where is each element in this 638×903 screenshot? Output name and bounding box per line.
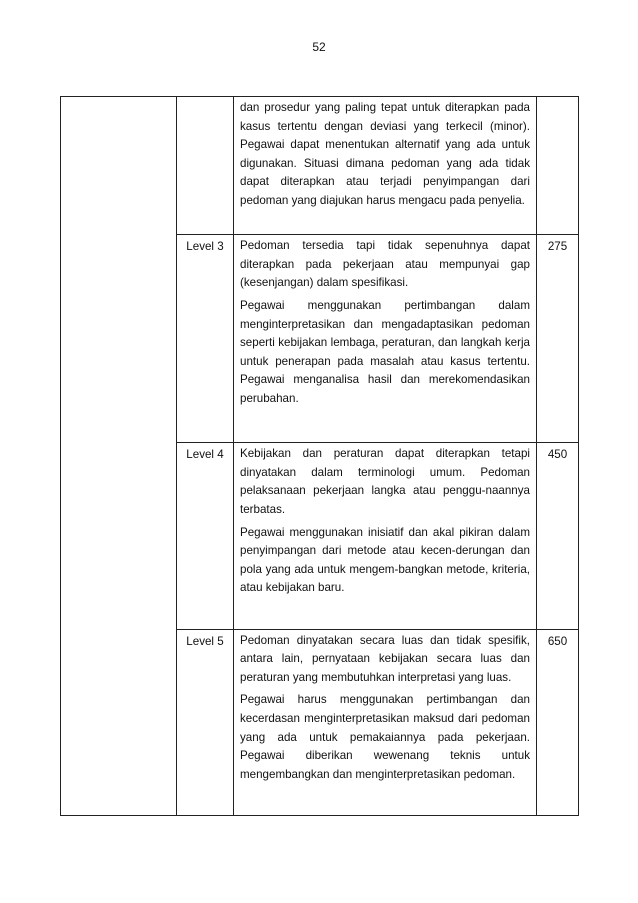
table-row: [61, 97, 579, 235]
factor-level-table: [60, 96, 579, 816]
description-cell: [234, 629, 537, 815]
description-cell: [234, 235, 537, 443]
description-cell: [234, 443, 537, 629]
description-paragraph: dan prosedur yang paling tepat untuk diterapkan pada kasus tertentu dengan deviasi yang terkecil (minor). Pegawai dapat menentukan alternatif yang ada untuk digunakan. Situasi dimana pedoman yang ada tidak dapat diterapkan atau terjadi penyimpangan dari pedoman yang diajukan harus mengacu pada penyelia.: [240, 101, 530, 207]
factor-cell: [61, 97, 177, 816]
description-paragraph: Pegawai harus menggunakan pertimbangan dan kecerdasan menginterpretasikan maksud dari pedoman yang ada untuk pemakaiannya pada pekerjaan. Pegawai diberikan wewenang teknis untuk mengembangkan dan menginterpretasikan pedoman.: [240, 693, 530, 781]
description-paragraph: Kebijakan dan peraturan dapat diterapkan tetapi dinyatakan dalam terminologi umum. Pedoman pelaksanaan pekerjaan langka atau penggu-naannya terbatas.: [240, 447, 530, 517]
description-paragraph: Pedoman dinyatakan secara luas dan tidak spesifik, antara lain, pernyataan kebijakan secara luas dan peraturan yang membutuhkan interpretasi yang luas.: [240, 633, 530, 684]
description-cell: [234, 97, 537, 235]
description-paragraph: Pegawai menggunakan inisiatif dan akal pikiran dalam penyimpangan dari metode atau kecen-derungan dan pola yang ada untuk mengem-bangkan metode, kriteria, atau kebijakan baru.: [240, 525, 530, 595]
level-cell: Level 5: [177, 629, 234, 815]
score-cell: 650: [537, 629, 579, 815]
description-paragraph: Pedoman tersedia tapi tidak sepenuhnya dapat diterapkan pada pekerjaan atau mempunyai gap (kesenjangan) dalam spesifikasi.: [240, 239, 530, 290]
level-cell: Level 3: [177, 235, 234, 443]
level-cell: [177, 97, 234, 235]
level-cell: Level 4: [177, 443, 234, 629]
score-cell: 450: [537, 443, 579, 629]
score-cell: [537, 97, 579, 235]
score-cell: 275: [537, 235, 579, 443]
description-paragraph: Pegawai menggunakan pertimbangan dalam menginterpretasikan dan mengadaptasikan pedoman seperti kebijakan lembaga, peraturan, dan langkah kerja untuk penerapan pada masalah atau kasus tertentu. Pegawai menganalisa hasil dan merekomendasikan perubahan.: [240, 299, 530, 406]
page-number: 52: [312, 40, 326, 54]
